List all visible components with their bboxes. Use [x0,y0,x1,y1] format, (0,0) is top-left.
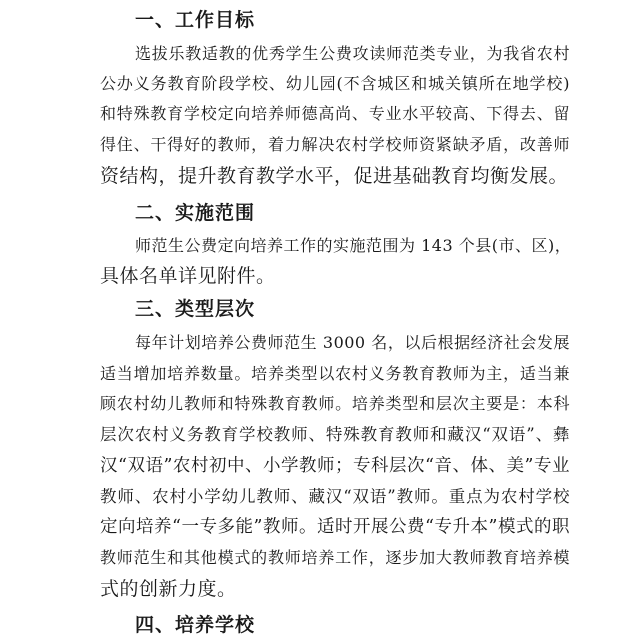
paragraph-line: 选拔乐教适教的优秀学生公费攻读师范类专业，为我省农村 [135,44,570,63]
paragraph-line: 适当增加培养数量。培养类型以农村义务教育教师为主，适当兼 [100,364,570,383]
paragraph-line: 资结构，提升教育教学水平，促进基础教育均衡发展。 [100,165,569,187]
paragraph-line: 师范生公费定向培养工作的实施范围为 143 个县(市、区)， [135,236,572,255]
paragraph-line: 具体名单详见附件。 [100,265,276,287]
section-heading-goals: 一、工作目标 [135,9,256,31]
paragraph-line: 定向培养“一专多能”教师。适时开展公费“专升本”模式的职 [100,517,570,537]
paragraph-line: 教师、农村小学幼儿教师、藏汉“双语”教师。重点为农村学校 [100,487,570,506]
paragraph-line: 每年计划培养公费师范生 3000 名，以后根据经济社会发展 [135,333,570,352]
paragraph-line: 教师范生和其他模式的教师培养工作，逐步加大教师教育培养模 [100,548,570,567]
paragraph-line: 公办义务教育阶段学校、幼儿园(不含城区和城关镇所在地学校) [100,74,570,93]
paragraph-line: 汉“双语”农村初中、小学教师；专科层次“音、体、美”专业 [100,456,570,476]
paragraph-line: 得住、干得好的教师，着力解决农村学校师资紧缺矛盾，改善师 [100,135,570,154]
section-heading-schools: 四、培养学校 [135,614,256,636]
section-heading-types: 三、类型层次 [135,298,256,320]
paragraph-line: 和特殊教育学校定向培养师德高尚、专业水平较高、下得去、留 [100,104,570,123]
paragraph-line: 顾农村幼儿教师和特殊教育教师。培养类型和层次主要是：本科 [100,394,570,413]
paragraph-line: 层次农村义务教育学校教师、特殊教育教师和藏汉“双语”、彝 [100,425,570,444]
paragraph-line: 式的创新力度。 [100,578,237,600]
section-heading-scope: 二、实施范围 [135,202,256,224]
